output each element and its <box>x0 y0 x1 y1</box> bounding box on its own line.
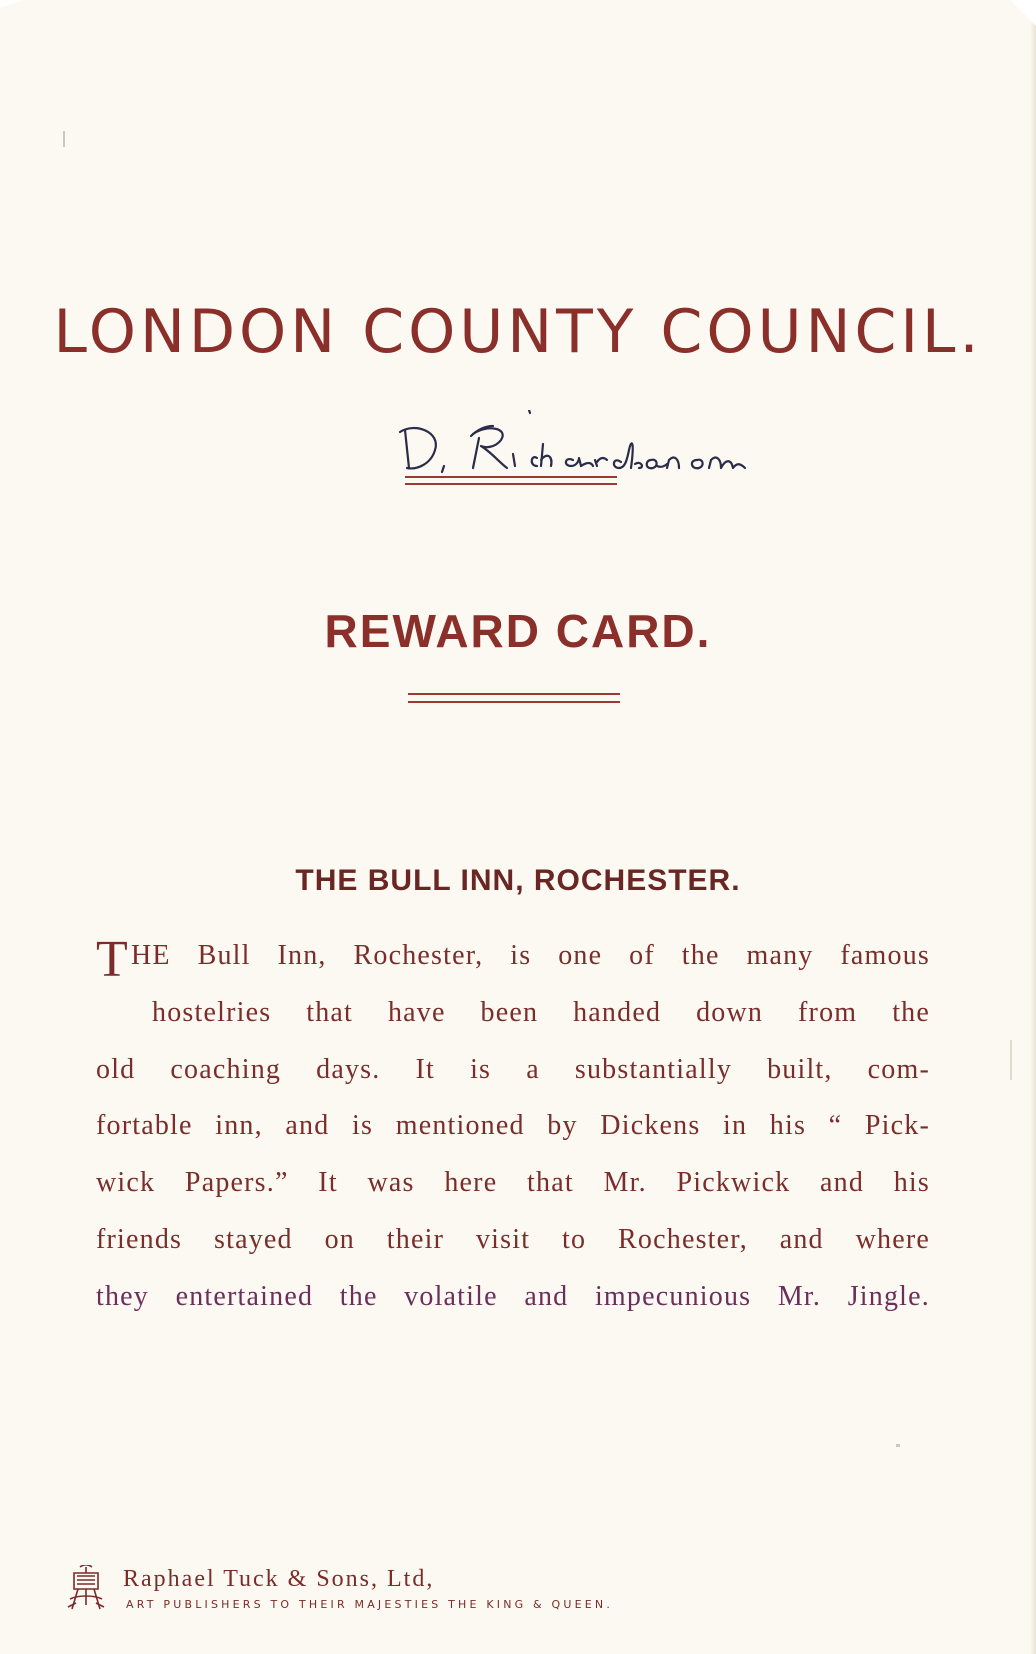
paper-mark <box>63 131 65 147</box>
article-line-text: HE Bull Inn, Rochester, is one of the many famous <box>130 940 930 971</box>
article-line: fortable inn, and is mentioned by Dickens in his “ Pick- <box>96 1110 930 1142</box>
double-rule-divider <box>408 693 620 703</box>
publisher-name: Raphael Tuck & Sons, Ltd, <box>123 1566 435 1592</box>
article-line: hostelries that have been handed down from the <box>152 996 930 1028</box>
article-line: wick Papers.” It was here that Mr. Pickwick and his <box>96 1167 930 1199</box>
paper-mark <box>1010 1040 1012 1080</box>
signature-underline <box>405 476 617 485</box>
article-line <box>96 938 930 995</box>
council-heading: LONDON COUNTY COUNCIL. <box>53 297 983 368</box>
publisher-imprint <box>66 1565 766 1625</box>
article-line: old coaching days. It is a substantially built, com- <box>96 1053 930 1085</box>
article-title: THE BULL INN, ROCHESTER. <box>295 864 741 897</box>
article-line: friends stayed on their visit to Rochester, and where <box>96 1223 930 1255</box>
torn-corner-left <box>0 0 22 8</box>
publisher-tagline: ART PUBLISHERS TO THEIR MAJESTIES THE KING & QUEEN. <box>126 1598 614 1611</box>
card-title: REWARD CARD. <box>324 605 712 658</box>
easel-logo-icon <box>66 1565 106 1611</box>
paper-mark <box>896 1444 900 1447</box>
drop-cap: T <box>96 938 129 988</box>
article-line: they entertained the volatile and impecunious Mr. Jingle. <box>96 1280 930 1312</box>
torn-corner <box>1010 0 1036 26</box>
article-body <box>96 938 930 1336</box>
